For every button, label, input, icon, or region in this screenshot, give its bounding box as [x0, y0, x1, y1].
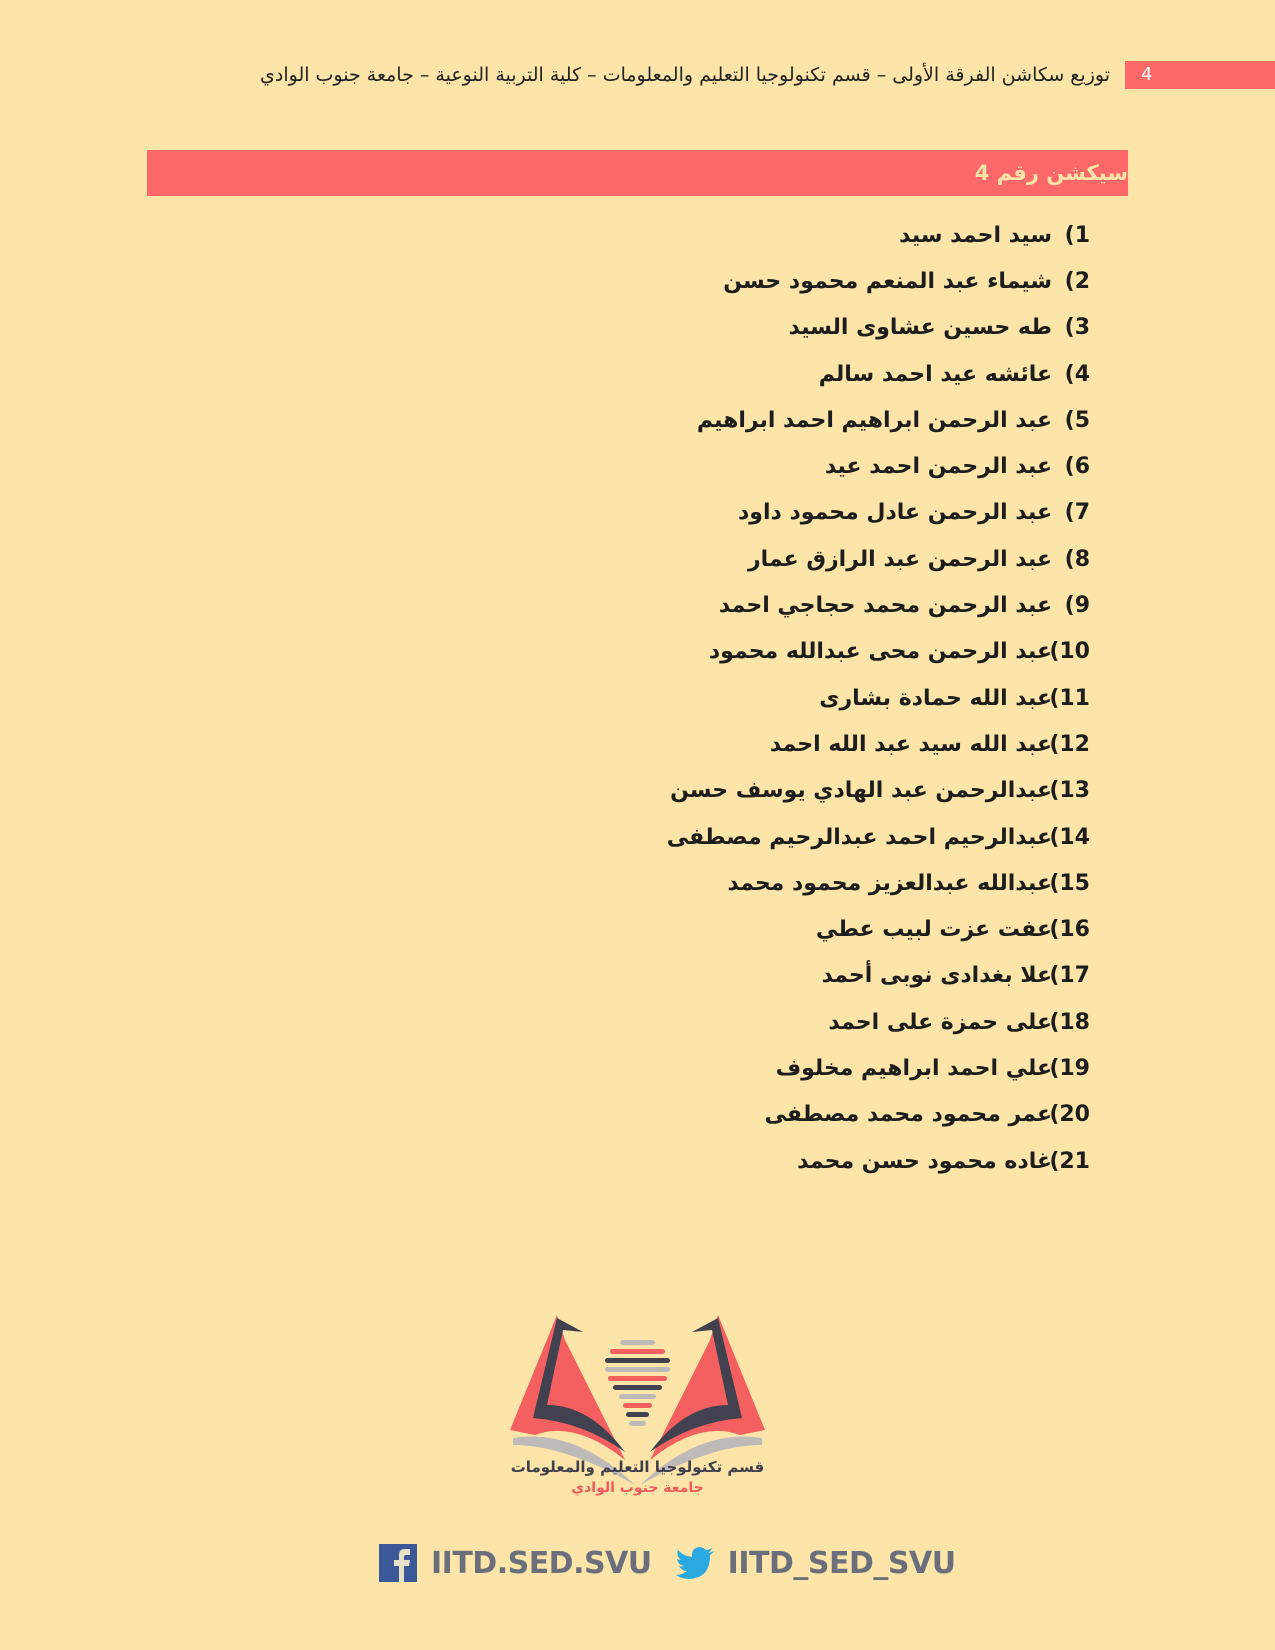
list-item: [330, 490, 1090, 536]
logo-university-name: جامعة جنوب الوادي: [571, 1480, 704, 1496]
list-item: [330, 305, 1090, 351]
list-item-number: 8): [1064, 546, 1090, 572]
list-item: [330, 212, 1090, 258]
list-item: [330, 397, 1090, 443]
page-number: 4: [1125, 61, 1275, 89]
list-item: [330, 906, 1090, 952]
student-name: شيماء عبد المنعم محمود حسن: [723, 268, 1052, 294]
list-item: [330, 768, 1090, 814]
student-name: عبدالرحيم احمد عبدالرحيم مصطفى: [666, 824, 1052, 850]
section-title: سيكشن رقم 4: [974, 161, 1128, 185]
student-name: عمر محمود محمد مصطفى: [764, 1102, 1052, 1128]
student-list: [330, 212, 1090, 1184]
list-item-number: 13): [1049, 778, 1090, 804]
student-name: عبدالله عبدالعزيز محمود محمد: [727, 870, 1052, 896]
twitter-handle[interactable]: IITD_SED_SVU: [727, 1545, 956, 1581]
list-item: [330, 351, 1090, 397]
list-item: [330, 258, 1090, 304]
list-item: [330, 675, 1090, 721]
list-item-number: 15): [1049, 870, 1090, 896]
list-item: [330, 860, 1090, 906]
student-name: عفت عزت لبيب عطي: [815, 917, 1052, 943]
student-name: علا بغدادى نوبى أحمد: [821, 963, 1052, 989]
facebook-handle[interactable]: IITD.SED.SVU: [431, 1545, 652, 1581]
list-item-number: 10): [1049, 639, 1090, 665]
social-links: [377, 1540, 956, 1586]
list-item-number: 18): [1049, 1009, 1090, 1035]
facebook-icon[interactable]: [377, 1542, 419, 1584]
student-name: غاده محمود حسن محمد: [797, 1148, 1052, 1174]
list-item-number: 7): [1064, 500, 1090, 526]
list-item-number: 20): [1049, 1102, 1090, 1128]
list-item-number: 14): [1049, 824, 1090, 850]
list-item-number: 11): [1049, 685, 1090, 711]
student-name: عبد الله سيد عبد الله احمد: [769, 731, 1052, 757]
list-item: [330, 1045, 1090, 1091]
list-item-number: 4): [1064, 361, 1090, 387]
list-item: [330, 629, 1090, 675]
list-item-number: 2): [1064, 268, 1090, 294]
student-name: سيد احمد سيد: [899, 222, 1052, 248]
logo-department-name: قسم تكنولوجيا التعليم والمعلومات: [510, 1458, 765, 1476]
student-name: عبد الرحمن عبد الرازق عمار: [747, 546, 1052, 572]
student-name: عبدالرحمن عبد الهادي يوسف حسن: [670, 778, 1052, 804]
list-item: [330, 582, 1090, 628]
list-item-number: 3): [1064, 315, 1090, 341]
list-item: [330, 814, 1090, 860]
student-name: عبد الرحمن احمد عيد: [824, 454, 1052, 480]
list-item-number: 17): [1049, 963, 1090, 989]
student-name: عبد الرحمن محى عبدالله محمود: [708, 639, 1052, 665]
list-item: [330, 1092, 1090, 1138]
list-item-number: 5): [1064, 407, 1090, 433]
student-name: عبد الرحمن عادل محمود داود: [737, 500, 1052, 526]
student-name: عبد الرحمن ابراهيم احمد ابراهيم: [696, 407, 1052, 433]
list-item-number: 21): [1049, 1148, 1090, 1174]
twitter-icon[interactable]: [674, 1542, 716, 1584]
list-item-number: 1): [1064, 222, 1090, 248]
list-item: [330, 953, 1090, 999]
list-item: [330, 536, 1090, 582]
list-item-number: 6): [1064, 454, 1090, 480]
list-item: [330, 999, 1090, 1045]
student-name: على حمزة على احمد: [828, 1009, 1052, 1035]
student-name: عائشه عيد احمد سالم: [818, 361, 1052, 387]
list-item-number: 16): [1049, 917, 1090, 943]
list-item: [330, 721, 1090, 767]
student-name: طه حسين عشاوى السيد: [788, 315, 1052, 341]
list-item-number: 9): [1064, 593, 1090, 619]
student-name: عبد الرحمن محمد حجاجي احمد: [718, 593, 1052, 619]
student-name: عبد الله حمادة بشارى: [819, 685, 1052, 711]
list-item: [330, 1138, 1090, 1184]
running-header: توزيع سكاشن الفرقة الأولى – قسم تكنولوجيا التعليم والمعلومات – كلية التربية النوعية – جامعة جنوب الوادي: [260, 64, 1110, 86]
list-item-number: 19): [1049, 1055, 1090, 1081]
list-item: [330, 443, 1090, 489]
list-item-number: 12): [1049, 731, 1090, 757]
student-name: علي احمد ابراهيم مخلوف: [775, 1055, 1052, 1081]
section-title-bar: [147, 150, 1128, 196]
